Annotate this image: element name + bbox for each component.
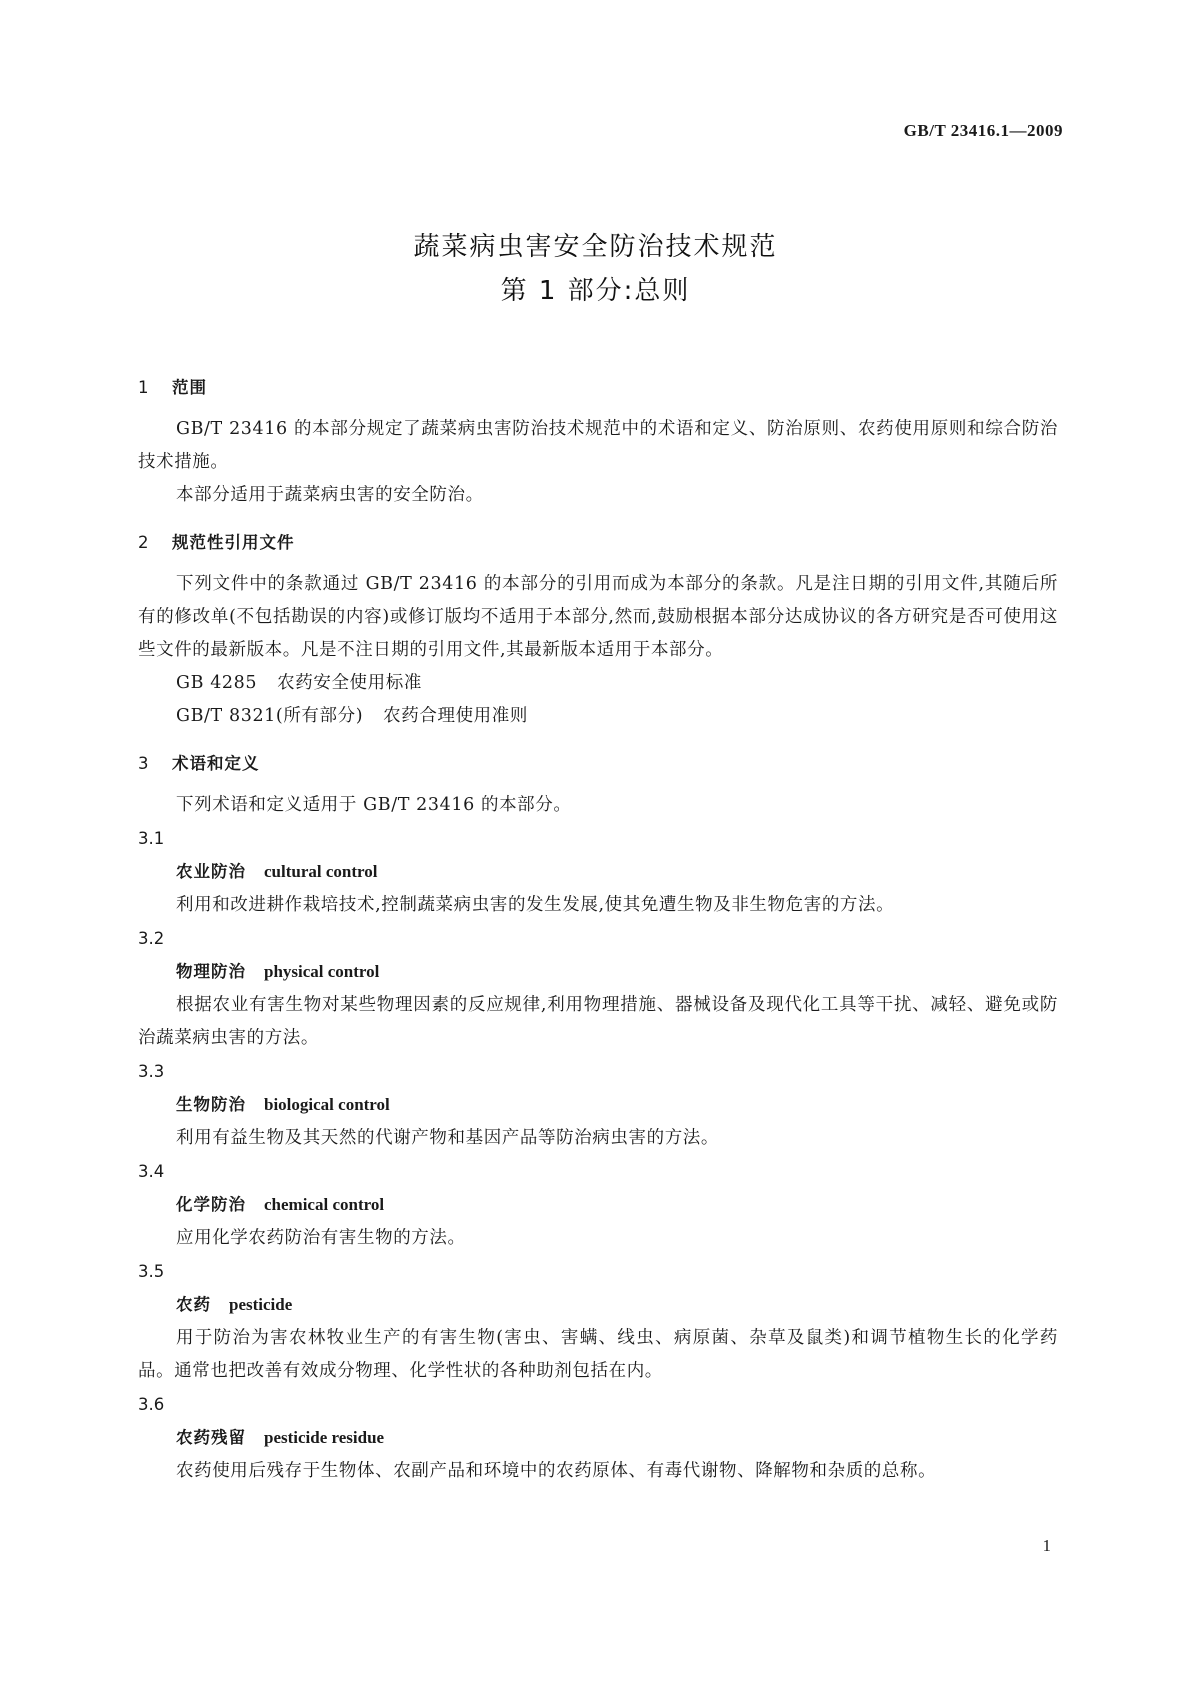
term-number: 3.3: [138, 1062, 165, 1081]
document-subtitle: 第 1 部分:总则: [500, 276, 691, 306]
term-name: [138, 1188, 1058, 1222]
term-cn: 农药残留: [176, 1428, 246, 1447]
page-number: 1: [1042, 1536, 1051, 1555]
term-cn: 化学防治: [176, 1195, 246, 1214]
term-definition: 利用和改进耕作栽培技术,控制蔬菜病虫害的发生发展,使其免遭生物及非生物危害的方法。: [176, 895, 895, 915]
section-number: 1: [138, 378, 150, 397]
reference-title: 农药合理使用准则: [383, 706, 528, 726]
paragraph: 下列文件中的条款通过 GB/T 23416 的本部分的引用而成为本部分的条款。凡是注日期的引用文件,其随后所有的修改单(不包括勘误的内容)或修订版均不适用于本部分,然而,鼓励根据本部分达成协议的各方研究是否可使用这些文件的最新版本。凡是不注日期的引用文件,其最新版本适用于本部分。: [138, 574, 1058, 660]
section-number: 3: [138, 754, 150, 773]
term-number: 3.4: [138, 1162, 165, 1181]
term-cn: 生物防治: [176, 1095, 246, 1114]
term-number: 3.6: [138, 1395, 165, 1414]
section-heading-normative-references: [138, 528, 1058, 558]
term-name: [138, 1088, 1058, 1122]
section-title: 范围: [172, 378, 207, 397]
paragraph: GB/T 23416 的本部分规定了蔬菜病虫害防治技术规范中的术语和定义、防治原则、农药使用原则和综合防治技术措施。: [138, 419, 1058, 472]
term-cn: 农业防治: [176, 862, 246, 881]
term-definition: 应用化学农药防治有害生物的方法。: [176, 1228, 466, 1248]
term-definition: 根据农业有害生物对某些物理因素的反应规律,利用物理措施、器械设备及现代化工具等干扰、减轻、避免或防治蔬菜病虫害的方法。: [138, 995, 1058, 1048]
reference-code: GB/T 8321(所有部分): [176, 706, 364, 726]
term-definition: 农药使用后残存于生物体、农副产品和环境中的农药原体、有毒代谢物、降解物和杂质的总称。: [176, 1461, 937, 1481]
paragraph: 本部分适用于蔬菜病虫害的安全防治。: [176, 485, 484, 505]
term-en: physical control: [264, 962, 380, 981]
section-number: 2: [138, 533, 150, 552]
term-en: chemical control: [264, 1195, 385, 1214]
section-heading-terms-definitions: [138, 749, 1058, 779]
standard-code: GB/T 23416.1—2009: [903, 121, 1063, 140]
paragraph: 下列术语和定义适用于 GB/T 23416 的本部分。: [176, 795, 572, 815]
reference-code: GB 4285: [176, 673, 258, 693]
term-en: cultural control: [264, 862, 378, 881]
term-number: 3.5: [138, 1262, 165, 1281]
term-number: 3.2: [138, 929, 165, 948]
section-heading-scope: [138, 373, 1058, 403]
term-cn: 农药: [176, 1295, 211, 1314]
document-title: 蔬菜病虫害安全防治技术规范: [413, 232, 778, 262]
term-en: pesticide residue: [264, 1428, 385, 1447]
reference-title: 农药安全使用标准: [277, 673, 422, 693]
term-definition: 利用有益生物及其天然的代谢产物和基因产品等防治病虫害的方法。: [176, 1128, 719, 1148]
term-name: [138, 955, 1058, 989]
term-name: [138, 1421, 1058, 1455]
reference-item: [138, 667, 1058, 700]
term-en: pesticide: [229, 1295, 293, 1314]
term-name: [138, 1288, 1058, 1322]
term-definition: 用于防治为害农林牧业生产的有害生物(害虫、害螨、线虫、病原菌、杂草及鼠类)和调节植物生长的化学药品。通常也把改善有效成分物理、化学性状的各种助剂包括在内。: [138, 1328, 1058, 1381]
term-cn: 物理防治: [176, 962, 246, 981]
reference-item: [138, 700, 1058, 733]
term-number: 3.1: [138, 829, 165, 848]
section-title: 术语和定义: [172, 754, 260, 773]
document-body: [138, 373, 1058, 1488]
term-name: [138, 855, 1058, 889]
section-title: 规范性引用文件: [172, 533, 295, 552]
term-en: biological control: [264, 1095, 390, 1114]
